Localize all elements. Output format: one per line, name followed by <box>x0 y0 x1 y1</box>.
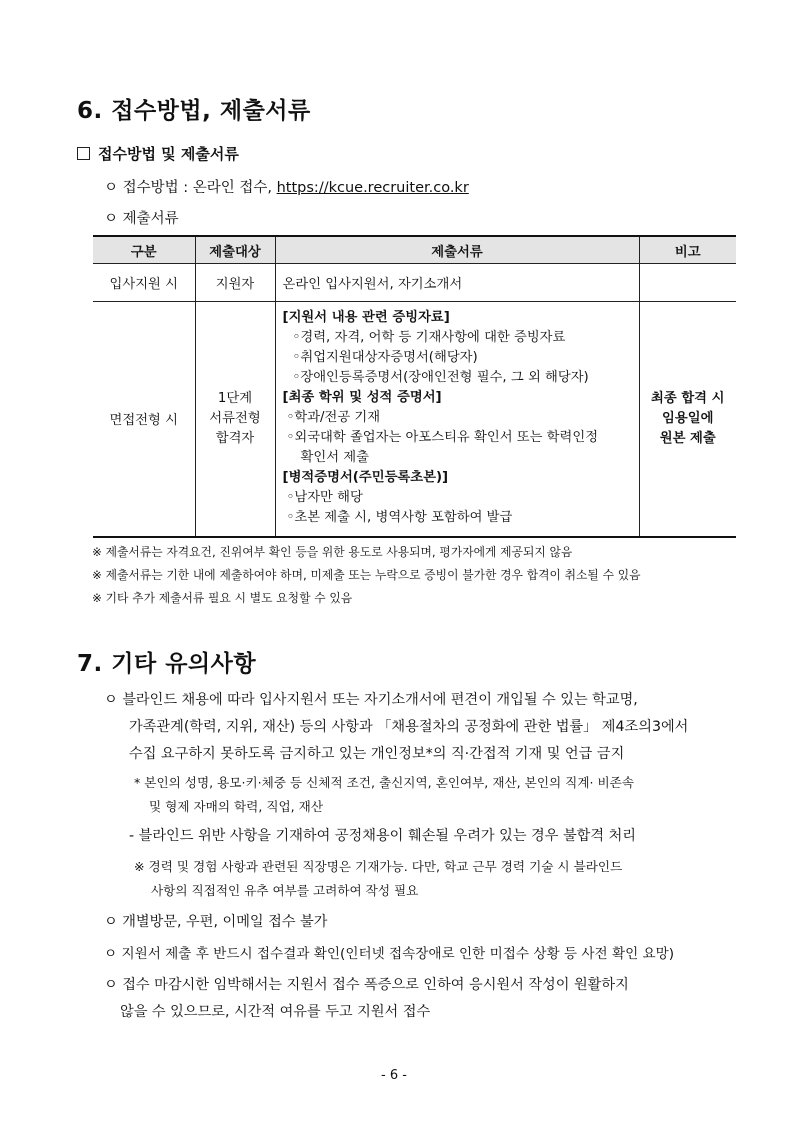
group-title: [지원서 내용 관련 증빙자료] <box>282 310 450 325</box>
recruit-link[interactable]: https://kcue.recruiter.co.kr <box>276 180 469 196</box>
row2-note <box>639 302 736 537</box>
subheading-text: 접수방법 및 제출서류 <box>98 145 239 163</box>
section-6-title: 6. 접수방법, 제출서류 <box>77 98 311 124</box>
bullet-no-visit: ㅇ 개별방문, 우편, 이메일 접수 불가 <box>104 914 328 930</box>
bullet-blind-line3: 수집 요구하지 못하도록 금지하고 있는 개인정보*의 직·간접적 기재 및 언급 금지 <box>129 746 625 762</box>
table-row <box>93 264 736 302</box>
header-documents: 제출서류 <box>275 236 639 264</box>
row1-note <box>639 264 736 302</box>
method-label: ㅇ 접수방법 : 온라인 접수, <box>104 180 277 196</box>
row2-target-line: 서류전형 <box>209 410 261 426</box>
bullet-deadline-line1: ㅇ 접수 마감시한 임박해서는 지원서 접수 폭증으로 인하여 응시원서 작성이 원활하지 <box>104 977 629 993</box>
workplace-note-line1: ※ 경력 및 경험 사항과 관련된 직장명은 기재가능. 다만, 학교 근무 경력 기술 시 블라인드 <box>134 859 623 874</box>
workplace-note-line2: 사항의 직접적인 유추 여부를 고려하여 작성 필요 <box>151 883 419 898</box>
row2-note-line: 원본 제출 <box>659 430 716 446</box>
list-item: ◦취업지원대상자증명서(해당자) <box>292 350 478 365</box>
page-number: - 6 - <box>381 1068 407 1083</box>
row2-note-line: 임용일에 <box>662 410 714 426</box>
bullet-confirm: ㅇ 지원서 제출 후 반드시 접수결과 확인(인터넷 접속장애로 인한 미접수 상황 등 사전 확인 요망) <box>104 946 675 962</box>
list-item: ◦장애인등록증명서(장애인전형 필수, 그 외 해당자) <box>292 370 589 385</box>
list-item: ◦경력, 자격, 어학 등 기재사항에 대한 증빙자료 <box>292 330 566 345</box>
group-title: [병적증명서(주민등록초본)] <box>282 470 449 485</box>
docs-label: ㅇ 제출서류 <box>104 211 179 227</box>
list-item: ◦학과/전공 기재 <box>286 410 381 425</box>
personal-info-note-line1: * 본인의 성명, 용모·키·체중 등 신체적 조건, 출신지역, 혼인여부, 재산, 본인의 직계· 비존속 <box>134 775 634 790</box>
bullet-blind-line1: ㅇ 블라인드 채용에 따라 입사지원서 또는 자기소개서에 편견이 개입될 수 있는 학교명, <box>104 692 638 708</box>
header-note: 비고 <box>639 236 736 264</box>
documents-table <box>93 235 736 538</box>
bullet-deadline-line2: 않을 수 있으므로, 시간적 여유를 두고 지원서 접수 <box>120 1004 431 1020</box>
section-7-title: 7. 기타 유의사항 <box>77 651 257 677</box>
personal-info-note-line2: 및 형제 자매의 학력, 직업, 재산 <box>149 799 324 814</box>
table-note: ※ 기타 추가 제출서류 필요 시 별도 요청할 수 있음 <box>92 591 353 605</box>
subheading <box>77 143 239 164</box>
row2-note-line: 최종 합격 시 <box>651 390 725 406</box>
group-title: [최종 학위 및 성적 증명서] <box>282 390 442 405</box>
row2-target-line: 1단계 <box>217 390 253 406</box>
row1-category: 입사지원 시 <box>93 264 195 302</box>
table-header-row <box>93 236 736 264</box>
row1-target: 지원자 <box>195 264 275 302</box>
list-item: ◦초본 제출 시, 병역사항 포함하여 발급 <box>286 510 513 525</box>
bullet-blind-line2: 가족관계(학력, 지위, 재산) 등의 사항과 「채용절차의 공정화에 관한 법률」 제4조의3에서 <box>129 719 689 735</box>
blind-violation-note: - 블라인드 위반 사항을 기재하여 공정채용이 훼손될 우려가 있는 경우 불합격 처리 <box>129 828 636 844</box>
row2-documents <box>275 302 639 537</box>
table-note: ※ 제출서류는 자격요건, 진위여부 확인 등을 위한 용도로 사용되며, 평가자에게 제공되지 않음 <box>92 545 573 559</box>
list-item: ◦남자만 해당 <box>286 490 363 505</box>
row1-documents: 온라인 입사지원서, 자기소개서 <box>275 264 639 302</box>
row2-category: 면접전형 시 <box>93 302 195 537</box>
list-item-continuation: 확인서 제출 <box>300 450 369 465</box>
row2-target <box>195 302 275 537</box>
checkbox-square-icon <box>77 147 90 160</box>
header-category: 구분 <box>93 236 195 264</box>
row2-target-line: 합격자 <box>215 430 255 446</box>
table-row <box>93 302 736 537</box>
table-note: ※ 제출서류는 기한 내에 제출하여야 하며, 미제출 또는 누락으로 증빙이 불가한 경우 합격이 취소될 수 있음 <box>92 568 641 582</box>
method-line <box>104 176 469 197</box>
header-target: 제출대상 <box>195 236 275 264</box>
list-item: ◦외국대학 졸업자는 아포스티유 확인서 또는 학력인정 <box>286 430 599 445</box>
